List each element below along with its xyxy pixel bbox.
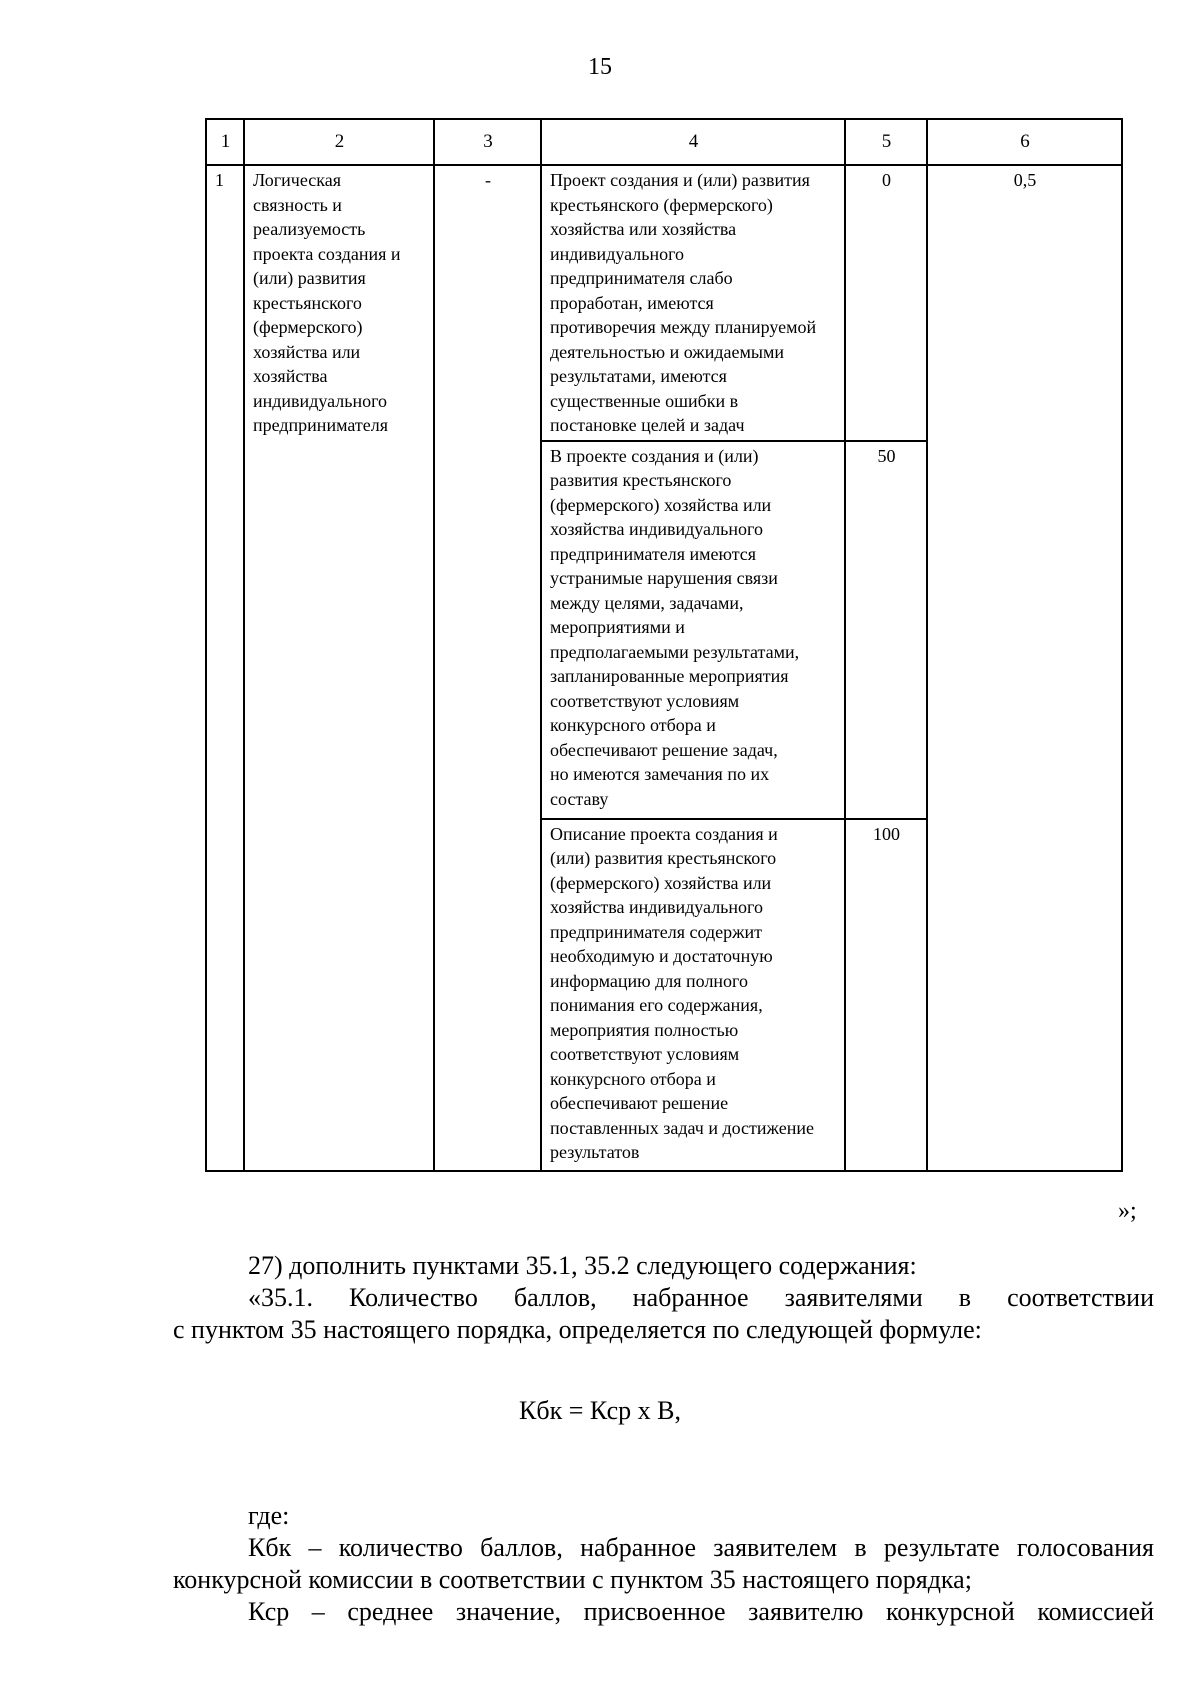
page-number: 15 xyxy=(588,54,612,80)
col3-cell: - xyxy=(434,165,541,1171)
level-score-cell: 100 xyxy=(845,819,927,1171)
criterion-cell: Логическая связность и реализуемость проекта создания и (или) развития крестьянского (фермерского) хозяйства или хозяйства индивидуального предпринимателя xyxy=(244,165,434,1171)
header-cell-2: 2 xyxy=(244,119,434,165)
header-cell-1: 1 xyxy=(206,119,244,165)
level-description-cell: В проекте создания и (или) развития крестьянского (фермерского) хозяйства или хозяйства индивидуального предпринимателя имеются устранимые нарушения связи между целями, задачами, мероприятиями и предполагаемыми результатами, запланированные мероприятия соответствуют условиям конкурсного отбора и обеспечивают решение задач, но имеются замечания по их составу xyxy=(541,441,845,819)
point-35-1-line-2: с пунктом 35 настоящего порядка, определяется по следующей формуле: xyxy=(173,1315,982,1344)
header-cell-3: 3 xyxy=(434,119,541,165)
level-description-cell: Проект создания и (или) развития крестьянского (фермерского) хозяйства или хозяйства индивидуального предпринимателя слабо проработан, имеются противоречия между планируемой деятельностью и ожидаемыми результатами, имеются существенные ошибки в постановке целей и задач xyxy=(541,165,845,441)
table-header-row xyxy=(206,119,1122,165)
closing-quote-mark: »; xyxy=(1118,1198,1137,1224)
header-cell-5: 5 xyxy=(845,119,927,165)
level-score-cell: 50 xyxy=(845,441,927,819)
level-description-cell: Описание проекта создания и (или) развития крестьянского (фермерского) хозяйства или хозяйства индивидуального предпринимателя содержит необходимую и достаточную информацию для полного понимания его содержания, мероприятия полностью соответствуют условиям конкурсного отбора и обеспечивают решение поставленных задач и достижение результатов xyxy=(541,819,845,1171)
item-27-text: 27) дополнить пунктами 35.1, 35.2 следующего содержания: xyxy=(248,1251,917,1280)
row-number-cell: 1 xyxy=(206,165,244,1171)
where-label: где: xyxy=(248,1501,290,1530)
weight-cell: 0,5 xyxy=(927,165,1122,1171)
header-cell-6: 6 xyxy=(927,119,1122,165)
header-cell-4: 4 xyxy=(541,119,845,165)
criteria-table xyxy=(205,118,1123,1172)
formula: Кбк = Кср х В, xyxy=(519,1396,681,1425)
kbk-definition-line-2: конкурсной комиссии в соответствии с пунктом 35 настоящего порядка; xyxy=(173,1565,972,1594)
level-score-cell: 0 xyxy=(845,165,927,441)
table-row xyxy=(206,165,1122,441)
ksr-definition-line-1: Кср – среднее значение, присвоенное заявителю конкурсной комиссией xyxy=(248,1597,1154,1626)
kbk-definition-line-1: Кбк – количество баллов, набранное заявителем в результате голосования xyxy=(248,1533,1154,1562)
point-35-1-line-1: «35.1. Количество баллов, набранное заявителями в соответствии xyxy=(248,1283,1154,1312)
